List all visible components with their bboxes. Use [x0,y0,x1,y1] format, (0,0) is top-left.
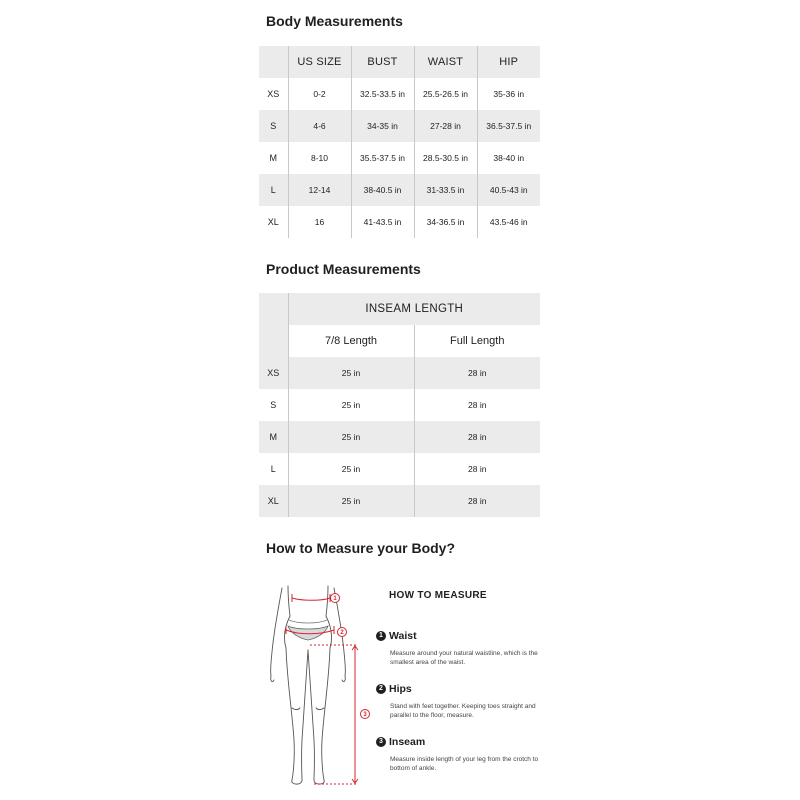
body-measurements-title: Body Measurements [266,13,403,29]
table-cell: 40.5-43 in [477,174,540,206]
size-label: XL [259,485,288,517]
table-cell: 36.5-37.5 in [477,110,540,142]
header-cell: WAIST [414,46,477,78]
header-cell: Full Length [414,325,540,357]
table-cell: 28.5-30.5 in [414,142,477,174]
step-description: Measure inside length of your leg from the crotch to bottom of ankle. [390,756,539,772]
table-cell: 32.5-33.5 in [351,78,414,110]
table-row [259,206,540,238]
header-corner-cell [259,293,288,357]
table-cell: 34-35 in [351,110,414,142]
table-cell: 34-36.5 in [414,206,477,238]
table-row [259,174,540,206]
table-cell: 28 in [414,389,540,421]
table-group-header-row [259,293,540,325]
how-to-measure-heading: HOW TO MEASURE [389,590,487,601]
size-label: XS [259,78,288,110]
table-cell: 25 in [288,389,414,421]
table-cell: 27-28 in [414,110,477,142]
step-hips [376,680,546,720]
marker-2-text: 2 [340,630,344,636]
table-cell: 28 in [414,485,540,517]
table-cell: 25.5-26.5 in [414,78,477,110]
step-title: Inseam [389,735,426,748]
step-description: Stand with feet together. Keeping toes straight and parallel to the floor, measure. [390,703,536,719]
table-row [259,357,540,389]
table-cell: 28 in [414,453,540,485]
header-cell: HIP [477,46,540,78]
header-cell [259,46,288,78]
size-label: S [259,389,288,421]
table-cell: 38-40 in [477,142,540,174]
product-measurements-title: Product Measurements [266,261,421,277]
size-label: M [259,421,288,453]
step-description: Measure around your natural waistline, which is the smallest area of the waist. [390,650,538,666]
size-label: XL [259,206,288,238]
table-subheader-row [259,325,540,357]
size-label: L [259,453,288,485]
table-row [259,110,540,142]
table-cell: 43.5-46 in [477,206,540,238]
table-row [259,78,540,110]
step-number-badge: 2 [376,684,386,694]
table-row [259,142,540,174]
header-cell: 7/8 Length [288,325,414,357]
table-cell: 28 in [414,357,540,389]
table-cell: 25 in [288,357,414,389]
product-measurements-table [259,293,540,517]
table-row [259,485,540,517]
table-cell: 4-6 [288,110,351,142]
table-cell: 25 in [288,421,414,453]
table-cell: 16 [288,206,351,238]
table-row [259,453,540,485]
step-waist [376,627,546,667]
body-measurements-table [259,46,540,238]
table-cell: 25 in [288,453,414,485]
table-cell: 0-2 [288,78,351,110]
size-label: L [259,174,288,206]
table-cell: 41-43.5 in [351,206,414,238]
table-header-row [259,46,540,78]
table-cell: 12-14 [288,174,351,206]
header-cell: US SIZE [288,46,351,78]
table-cell: 8-10 [288,142,351,174]
step-number-badge: 1 [376,631,386,641]
marker-1-text: 1 [333,596,337,602]
step-inseam [376,733,546,773]
table-cell: 25 in [288,485,414,517]
marker-3-text: 3 [363,712,367,718]
size-label: XS [259,357,288,389]
step-title: Waist [389,629,417,642]
size-label: M [259,142,288,174]
body-figure-illustration [262,580,382,790]
table-row [259,389,540,421]
table-cell: 35.5-37.5 in [351,142,414,174]
inseam-length-header: INSEAM LENGTH [288,293,540,325]
step-number-badge: 3 [376,737,386,747]
table-row [259,421,540,453]
size-label: S [259,110,288,142]
table-cell: 28 in [414,421,540,453]
table-cell: 35-36 in [477,78,540,110]
table-cell: 38-40.5 in [351,174,414,206]
how-to-measure-title: How to Measure your Body? [266,540,456,556]
header-cell: BUST [351,46,414,78]
step-title: Hips [389,682,412,695]
table-cell: 31-33.5 in [414,174,477,206]
body-outline-icon [262,580,382,790]
